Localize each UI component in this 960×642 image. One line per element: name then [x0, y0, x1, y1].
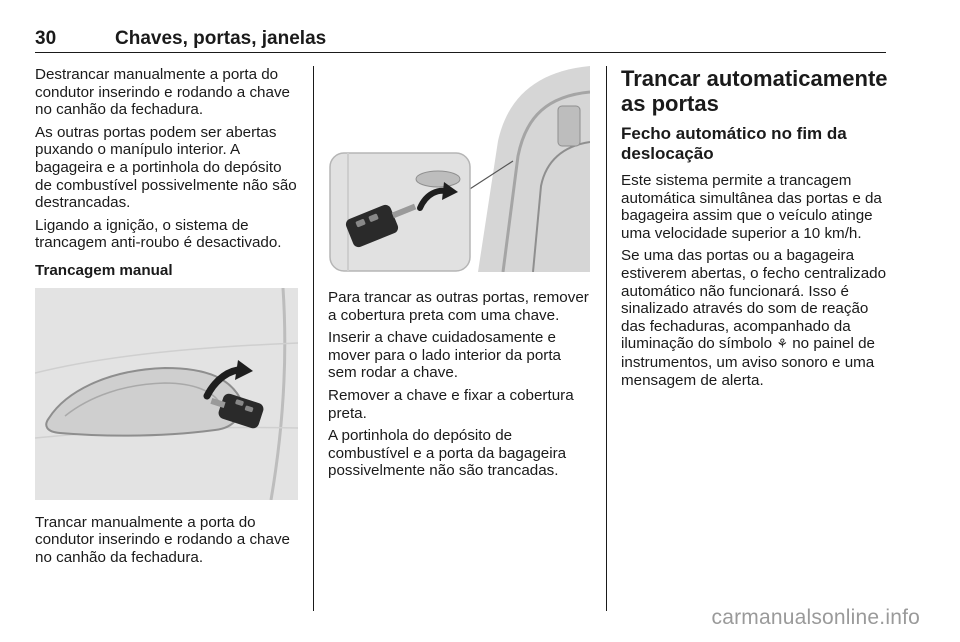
- watermark: carmanualsonline.info: [711, 606, 920, 629]
- paragraph: Destrancar manualmente a porta do condutor inserindo e rodando a chave no canhão da fechadura.: [35, 66, 290, 119]
- paragraph: Ligando a ignição, o sistema de trancagem anti-roubo é desactivado.: [35, 216, 282, 252]
- lock-cover-key-icon: [328, 66, 590, 272]
- warning-symbol-icon: ⚘: [776, 337, 788, 353]
- paragraph: As outras portas podem ser abertas puxando o manípulo interior. A bagageira e a portinhola do depósito de combustível possivelmente não são destrancadas.: [35, 123, 297, 212]
- section-subheading: Trancagem manual: [35, 261, 173, 279]
- paragraph: Para trancar as outras portas, remover a cobertura preta com uma chave.: [328, 289, 589, 324]
- column-left: [35, 66, 300, 571]
- figure-caption: Trancar manualmente a porta do condutor inserindo e rodando a chave no canhão da fechadura.: [35, 513, 290, 566]
- paragraph: Este sistema permite a trancagem automática simultânea das portas e da bagageira assim que o veículo atinge uma velocidade superior a 10 km/h.: [621, 172, 882, 242]
- page-header: [35, 26, 886, 53]
- column-divider: [313, 66, 314, 611]
- paragraph: Remover a chave e fixar a cobertura preta.: [328, 386, 574, 422]
- paragraph-text: Se uma das portas ou a bagageira estiverem abertas, o fecho centralizado automático não funcionará. Isso é sinalizado através do som de reação das fechaduras, acompanhado da iluminação do símbolo: [621, 247, 887, 353]
- column-middle: [328, 66, 590, 485]
- paragraph: [621, 247, 891, 389]
- door-handle-illustration: [35, 288, 298, 500]
- page-number: 30: [35, 28, 57, 49]
- door-lock-cover-illustration: [328, 66, 590, 272]
- section-subheading: Fecho automático no fim da deslocação: [621, 124, 847, 163]
- section-heading: Trancar automaticamente as portas: [621, 66, 888, 116]
- paragraph: A portinhola do depósito de combustível e a porta da bagageira possivelmente não são trancadas.: [328, 427, 567, 480]
- column-right: [621, 66, 891, 394]
- paragraph-text: no painel de instrumentos, um aviso sonoro e uma mensagem de alerta.: [621, 335, 875, 389]
- door-handle-key-icon: [35, 288, 298, 500]
- chapter-title: Chaves, portas, janelas: [115, 28, 327, 49]
- column-divider: [606, 66, 607, 611]
- paragraph: Inserir a chave cuidadosamente e mover para o lado interior da porta sem rodar a chave.: [328, 329, 562, 382]
